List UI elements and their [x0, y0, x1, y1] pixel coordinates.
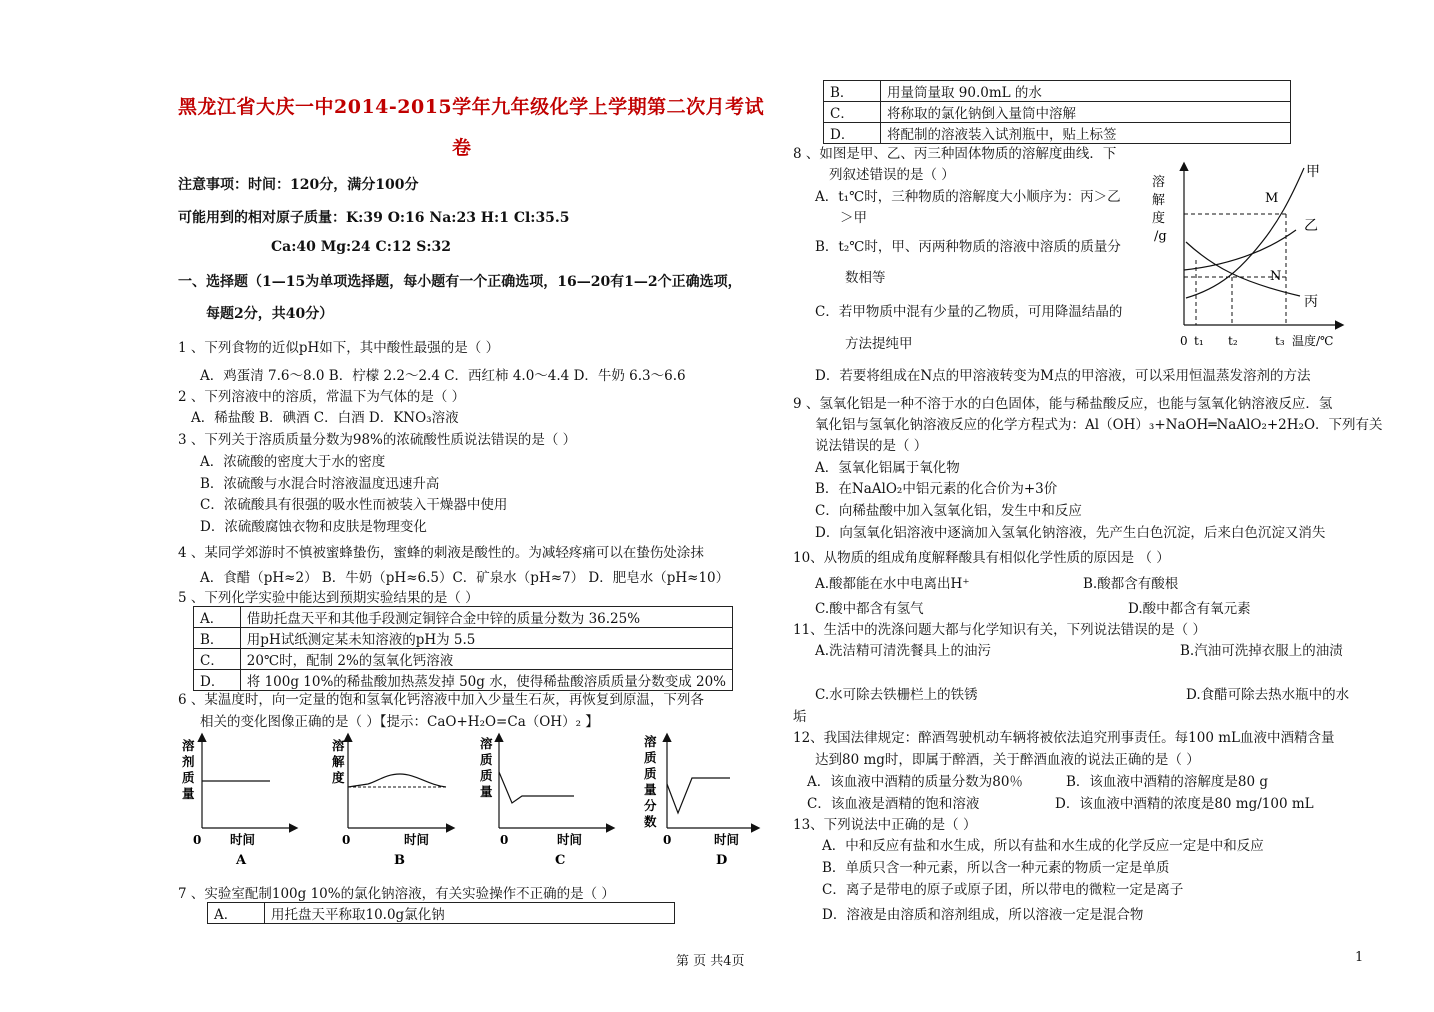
- label-jia: 甲: [1306, 164, 1320, 180]
- q7-stem: 7 、实验室配制100g 10%的氯化钠溶液，有关实验操作不正确的是（ ）: [178, 886, 615, 902]
- document-title-cont: 卷: [452, 137, 472, 159]
- q8-stem: 8 、如图是甲、乙、丙三种固体物质的溶解度曲线．下: [793, 146, 1117, 162]
- graph-c-origin: 0: [500, 833, 509, 847]
- q11-stem: 11、生活中的洗涤问题大都与化学知识有关，下列说法错误的是（ ）: [793, 622, 1206, 638]
- table-row: [194, 649, 733, 670]
- option-key: B．: [194, 628, 241, 649]
- q9-option-a: A．氢氧化铝属于氧化物: [815, 460, 960, 476]
- notice: 注意事项：时间：120分，满分100分: [178, 177, 419, 193]
- q10-option-d: D.酸中都含有氧元素: [1128, 601, 1251, 617]
- graph-d-ylabel-6: 数: [644, 814, 657, 829]
- ylabel-2: 解: [1152, 193, 1166, 208]
- q4-options: A．食醋（pH≈2） B．牛奶（pH≈6.5）C．矿泉水（pH≈7） D．肥皂水（pH≈10）: [200, 570, 730, 586]
- graph-d-caption: D: [716, 853, 728, 868]
- q9-stem-2: 氧化铝与氢氧化钠溶液反应的化学方程式为：Al（OH）₃+NaOH═NaAlO₂+2H₂O．下列有关: [815, 417, 1383, 433]
- graph-a-caption: A: [236, 853, 247, 868]
- q11-option-a: A.洗洁精可清洗餐具上的油污: [815, 643, 992, 659]
- option-text: 将称取的氯化钠倒入量筒中溶解: [881, 102, 1291, 123]
- graph-a: [182, 735, 296, 868]
- option-key: A．: [194, 607, 241, 628]
- q12-option-d: D．该血液中酒精的浓度是80 mg/100 mL: [1055, 796, 1314, 812]
- q3-stem: 3 、下列关于溶质质量分数为98%的浓硫酸性质说法错误的是（ ）: [178, 432, 577, 448]
- label-m: M: [1265, 191, 1279, 206]
- q1-stem: 1 、下列食物的近似pH如下，其中酸性最强的是（ ）: [178, 340, 500, 356]
- graph-b-ylabel-2: 解: [332, 754, 345, 769]
- q5-stem: 5 、下列化学实验中能达到预期实验结果的是（ ）: [178, 590, 479, 606]
- label-t1: t₁: [1194, 334, 1204, 348]
- q12-stem-cont: 达到80 mg时，即属于醉酒，关于醉酒血液的说法正确的是（ ）: [815, 752, 1200, 768]
- q9-option-d: D．向氢氧化铝溶液中逐滴加入氢氧化钠溶液，先产生白色沉淀，后来白色沉淀又消失: [815, 525, 1326, 541]
- q2-stem: 2 、下列溶液中的溶质，常温下为气体的是（ ）: [178, 389, 466, 405]
- table-row: [208, 903, 675, 924]
- q8-stem-cont: 列叙述错误的是（ ）: [829, 167, 955, 183]
- q9-option-b: B．在NaAlO₂中铝元素的化合价为+3价: [815, 481, 1058, 497]
- graph-d-origin: 0: [663, 833, 672, 847]
- q7-options-table: [207, 902, 675, 924]
- q11-option-d-cont: 垢: [793, 709, 807, 725]
- q2-options: A．稀盐酸 B．碘酒 C．白酒 D．KNO₃溶液: [191, 410, 459, 426]
- curve-bing: [1186, 242, 1300, 296]
- label-bing: 丙: [1304, 294, 1318, 310]
- q12-option-a: A．该血液中酒精的质量分数为80％: [807, 774, 1023, 790]
- option-text: 用量筒量取 90.0mL 的水: [881, 81, 1291, 102]
- label-origin: 0: [1180, 334, 1188, 348]
- q13-option-c: C．离子是带电的原子或原子团，所以带电的微粒一定是离子: [822, 882, 1184, 898]
- table-row: [824, 81, 1291, 102]
- table-row: [824, 102, 1291, 123]
- q1-options: A．鸡蛋清 7.6～8.0 B．柠檬 2.2～2.4 C．西红柿 4.0～4.4 D．牛奶 6.3～6.6: [200, 368, 686, 384]
- q10-stem: 10、从物质的组成角度解释酸具有相似化学性质的原因是 （ ）: [793, 550, 1170, 566]
- graph-b-caption: B: [394, 853, 405, 868]
- q8-option-b: B．t₂℃时，甲、丙两种物质的溶液中溶质的质量分: [815, 239, 1121, 255]
- q12-stem: 12、我国法律规定：醉酒驾驶机动车辆将被依法追究刑事责任。每100 mL血液中酒精含量: [793, 730, 1335, 746]
- graph-d-ylabel-5: 分: [644, 798, 657, 813]
- label-n: N: [1270, 269, 1282, 284]
- q7-options-table-cont: [823, 80, 1291, 144]
- q6-stem-cont: 相关的变化图像正确的是（ ）【提示：CaO+H₂O=Ca（OH）₂ 】: [200, 714, 599, 730]
- q13-option-b: B．单质只含一种元素，所以含一种元素的物质一定是单质: [822, 860, 1170, 876]
- option-text: 用pH试纸测定某未知溶液的pH为 5.5: [240, 628, 732, 649]
- q12-option-b: B．该血液中酒精的溶解度是80 g: [1066, 774, 1269, 790]
- ylabel-3: 度: [1152, 211, 1166, 226]
- graph-a-xlabel: 时间: [230, 832, 256, 847]
- q9-stem: 9 、氢氧化铝是一种不溶于水的白色固体，能与稀盐酸反应，也能与氢氧化钠溶液反应．氢: [793, 396, 1333, 412]
- q8-option-c: C．若甲物质中混有少量的乙物质，可用降温结晶的: [815, 304, 1123, 320]
- page-number: 1: [1355, 950, 1364, 965]
- q12-option-c: C．该血液是酒精的饱和溶液: [807, 796, 980, 812]
- q9-option-c: C．向稀盐酸中加入氢氧化铝，发生中和反应: [815, 503, 1082, 519]
- graph-c: [480, 735, 613, 868]
- q11-option-b: B.汽油可洗掉衣服上的油渍: [1180, 643, 1343, 659]
- ylabel-4: /g: [1154, 229, 1167, 244]
- graph-c-ylabel-1: 溶: [480, 736, 493, 751]
- q3-option-a: A．浓硫酸的密度大于水的密度: [200, 454, 386, 470]
- graph-d-ylabel-2: 质: [644, 750, 657, 765]
- q4-stem: 4 、某同学郊游时不慎被蜜蜂蛰伤，蜜蜂的刺液是酸性的。为减轻疼痛可以在蛰伤处涂抹: [178, 545, 704, 561]
- atomic-masses-cont: Ca:40 Mg:24 C:12 S:32: [271, 239, 451, 255]
- q8-option-c-cont: 方法提纯甲: [845, 336, 913, 352]
- graph-a-ylabel-4: 量: [182, 786, 195, 801]
- curve-yi: [1184, 230, 1296, 270]
- graph-b-xlabel: 时间: [404, 832, 430, 847]
- document-title: 黑龙江省大庆一中2014-2015学年九年级化学上学期第二次月考试: [178, 96, 765, 118]
- label-yi: 乙: [1304, 218, 1318, 234]
- table-row: [194, 628, 733, 649]
- option-text: 用托盘天平称取10.0g氯化钠: [265, 903, 675, 924]
- table-row: [194, 607, 733, 628]
- graph-c-ylabel-3: 质: [480, 768, 493, 783]
- q8-option-a: A．t₁℃时，三种物质的溶解度大小顺序为：丙＞乙: [815, 189, 1121, 205]
- graph-c-xlabel: 时间: [557, 832, 583, 847]
- graph-c-caption: C: [555, 853, 566, 868]
- q5-options-table: [193, 606, 733, 691]
- option-text: 借助托盘天平和其他手段测定铜锌合金中锌的质量分数为 36.25%: [240, 607, 732, 628]
- q3-option-c: C．浓硫酸具有很强的吸水性而被装入干燥器中使用: [200, 497, 508, 513]
- graph-a-ylabel-1: 溶: [182, 738, 195, 753]
- q13-option-d: D．溶液是由溶质和溶剂组成，所以溶液一定是混合物: [822, 907, 1144, 923]
- graph-a-ylabel-3: 质: [182, 770, 195, 785]
- ylabel-1: 溶: [1152, 175, 1166, 190]
- graph-b-curve: [348, 774, 446, 787]
- graph-a-ylabel-2: 剂: [182, 754, 195, 769]
- q8-graph-svg: [1150, 160, 1350, 355]
- q6-graphs-svg: [178, 730, 738, 870]
- graph-d: [644, 734, 758, 868]
- graph-d-line: [667, 778, 730, 813]
- option-text: 将 100g 10%的稀盐酸加热蒸发掉 50g 水，使得稀盐酸溶质质量分数变成 20%: [240, 670, 732, 691]
- q8-solubility-graph: [1150, 160, 1350, 355]
- graph-a-origin: 0: [193, 833, 202, 847]
- graph-b: [332, 735, 453, 868]
- q8-option-d: D．若要将组成在N点的甲溶液转变为M点的甲溶液，可以采用恒温蒸发溶剂的方法: [815, 368, 1311, 384]
- q3-option-d: D．浓硫酸腐蚀衣物和皮肤是物理变化: [200, 519, 427, 535]
- graph-b-ylabel-3: 度: [332, 770, 345, 785]
- option-key: D．: [194, 670, 241, 691]
- section-heading-cont: 每题2分，共40分）: [206, 306, 334, 322]
- q6-stem: 6 、某温度时，向一定量的饱和氢氧化钙溶液中加入少量生石灰，再恢复到原温，下列各: [178, 692, 704, 708]
- label-t3: t₃: [1275, 334, 1285, 348]
- q6-graphs: [178, 730, 738, 870]
- graph-d-ylabel-1: 溶: [644, 734, 657, 749]
- q11-option-d: D.食醋可除去热水瓶中的水: [1186, 687, 1350, 703]
- graph-c-ylabel-4: 量: [480, 784, 493, 799]
- option-text: 20℃时，配制 2%的氢氧化钙溶液: [240, 649, 732, 670]
- atomic-masses: 可能用到的相对原子质量：K:39 O:16 Na:23 H:1 Cl:35.5: [178, 210, 570, 226]
- q3-option-b: B．浓硫酸与水混合时溶液温度迅速升高: [200, 476, 440, 492]
- label-t2: t₂: [1228, 334, 1238, 348]
- q10-option-a: A.酸都能在水中电离出H⁺: [815, 576, 970, 592]
- option-key: A．: [208, 903, 265, 924]
- option-text: 将配制的溶液装入试剂瓶中，贴上标签: [881, 123, 1291, 144]
- q13-stem: 13、下列说法中正确的是（ ）: [793, 817, 977, 833]
- graph-c-ylabel-2: 质: [480, 752, 493, 767]
- q11-option-c: C.水可除去铁栅栏上的铁锈: [815, 687, 978, 703]
- q8-option-b-cont: 数相等: [845, 270, 886, 286]
- table-row: [824, 123, 1291, 144]
- section-heading: 一、选择题（1—15为单项选择题，每小题有一个正确选项，16—20有1—2个正确选项，: [178, 274, 742, 290]
- xlabel: 温度/℃: [1292, 334, 1334, 348]
- q13-option-a: A．中和反应有盐和水生成，所以有盐和水生成的化学反应一定是中和反应: [822, 838, 1264, 854]
- page-footer: 第 页 共4页: [676, 954, 745, 969]
- graph-b-origin: 0: [342, 833, 351, 847]
- option-key: C．: [194, 649, 241, 670]
- option-key: D．: [824, 123, 881, 144]
- graph-b-ylabel-1: 溶: [332, 738, 345, 753]
- q10-option-b: B.酸都含有酸根: [1083, 576, 1179, 592]
- q9-stem-3: 说法错误的是（ ）: [815, 438, 928, 454]
- graph-d-ylabel-3: 质: [644, 766, 657, 781]
- q8-option-a-cont: ＞甲: [840, 210, 867, 226]
- graph-c-line: [499, 772, 574, 803]
- graph-d-xlabel: 时间: [714, 832, 740, 847]
- option-key: C．: [824, 102, 881, 123]
- option-key: B．: [824, 81, 881, 102]
- q10-option-c: C.酸中都含有氢气: [815, 601, 924, 617]
- graph-d-ylabel-4: 量: [644, 782, 657, 797]
